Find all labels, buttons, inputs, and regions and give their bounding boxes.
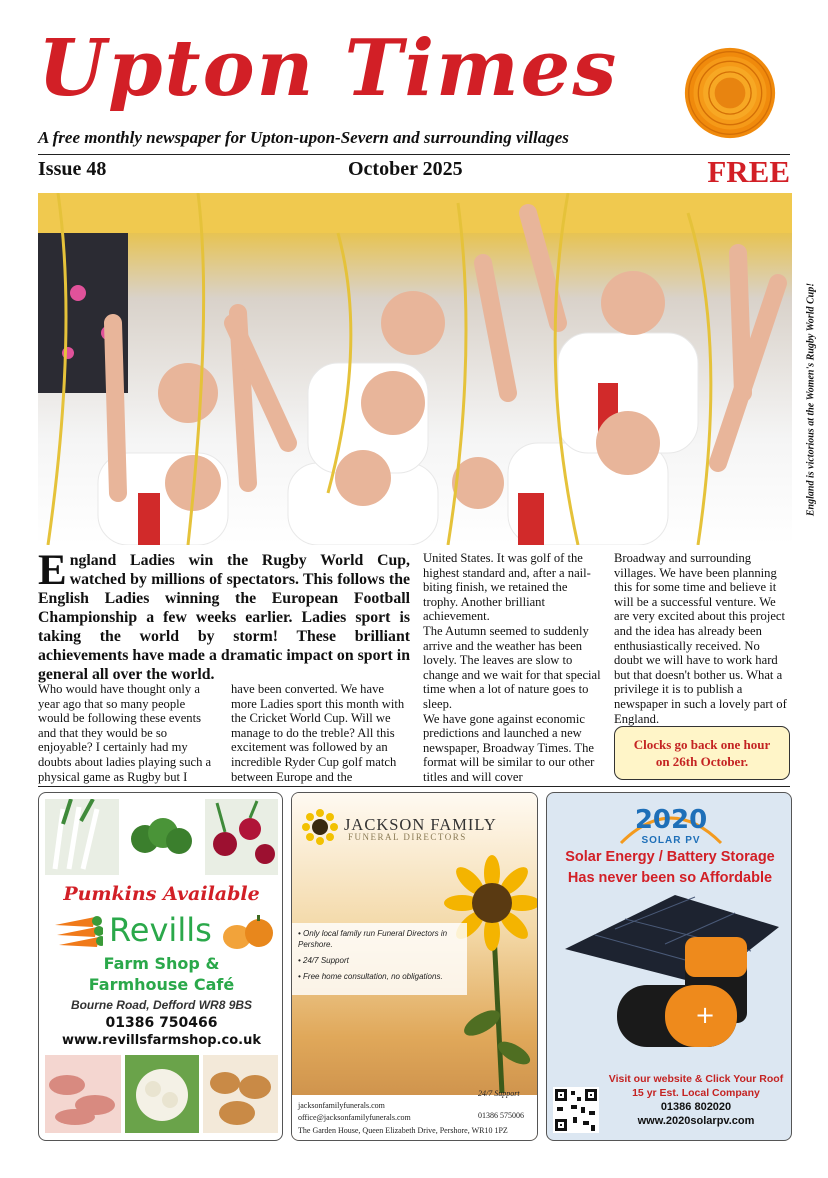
svg-text:+: + [695,1001,716,1029]
jackson-family-ad[interactable] [291,792,538,1141]
article-column-4: Broadway and surrounding villages. We have been planning this for some time and believe it will be a successful venture. We are very excited about this project and the idea has already been enthusiastically received. No doubt we will have to work hard but that doesn't bother us. What a privilege it is to publish a newspaper in such a lovely part of England. [614,551,787,726]
solar-visit-line: Visit our website & Click Your Roof [608,1073,784,1085]
solar-logo [611,799,731,847]
pumpkins-icon [219,911,275,951]
solar-headline-line-2: Has never been so Affordable [567,870,773,886]
solar-pv-ad[interactable] [546,792,792,1141]
clocks-notice-line-2: on 26th October. [655,754,749,769]
jackson-address: The Garden House, Queen Elizabeth Drive, Pershore, WR10 1PZ [298,1126,508,1135]
solar-phone: 01386 802020 [660,1101,732,1113]
jackson-phone: 01386 575006 [478,1111,524,1120]
revills-subtitle-line-1: Farm Shop & [103,954,220,973]
clocks-notice-line-1: Clocks go back one hour [633,737,771,752]
issue-date: October 2025 [348,158,463,180]
revills-headline: Pumkins Available [63,883,260,905]
masthead [38,23,638,130]
solar-visit-text [603,1072,789,1100]
price-label: FREE [707,154,790,189]
header-rule [38,154,790,155]
jackson-support: 24/7 Support [478,1089,520,1098]
sunflower-logo-icon [302,809,338,845]
solar-logo-text: SOLAR PV [641,835,701,846]
ads-rule [38,786,790,787]
solar-headline [547,847,792,889]
issue-bar [38,154,790,192]
revills-address: Bourne Road, Defford WR8 9BS [70,998,253,1012]
photo-caption [796,254,817,544]
jackson-bullet: • 24/7 Support [298,956,349,965]
qr-code-icon[interactable] [553,1087,599,1133]
newspaper-title: Upton Times [38,23,619,114]
photo-illustration [38,193,792,545]
carrots-icon [53,913,103,953]
vegetables-photo [45,799,278,875]
produce-photo [45,1055,278,1133]
solar-battery-illustration [555,889,785,1069]
revills-subtitle-line-2: Farmhouse Café [88,975,235,994]
solar-website[interactable]: www.2020solarpv.com [637,1115,755,1127]
solar-logo-number: 2020 [634,805,708,835]
drop-cap: E [38,547,67,594]
article-column-1: Who would have thought only a year ago that so many people would be following these events and that they would be so enjoyable? I certainly had my doubts about ladies playing such a physical game as Rugby but I [38,682,212,784]
clocks-notice [614,726,790,780]
jackson-footer [292,1089,538,1141]
revills-phone: 01386 750466 [105,1015,218,1031]
revills-ad[interactable] [38,792,283,1141]
article-column-3: United States. It was golf of the highest standard and, after a nail-biting finish, we retained the trophy. Another brilliant achievement. The Autumn seemed to suddenly arrive and the weather has been lovely. The leaves are slow to change and we wait for that special time when a lot of nature goes to sleep. We have gone against economic predictions and launched a new newspaper, Broadway Times. The format will be similar to our other titles and will cover [423,551,601,784]
article-lead [38,547,410,684]
photo-caption-text: England is victorious at the Women's Rugby World Cup! [805,282,817,517]
solar-est-line: 15 yr Est. Local Company [632,1087,760,1099]
issue-number: Issue 48 [38,158,107,180]
jackson-services-box [292,923,467,995]
jackson-website[interactable]: jacksonfamilyfunerals.com [298,1101,385,1110]
jackson-name: JACKSON FAMILY [344,815,497,834]
tagline: A free monthly newspaper for Upton-upon-Severn and surrounding villages [38,128,569,147]
jackson-bullet: • Only local family run Funeral Directors in Pershore. [298,929,448,949]
jackson-email[interactable]: office@jacksonfamilyfunerals.com [298,1113,411,1122]
revills-brand: Revills [109,911,212,949]
marigold-flower-icon [682,45,778,141]
rugby-celebration-photo [38,193,792,545]
article-column-2: have been converted. We have more Ladies sport this month with the Cricket World Cup. Will we manage to do the treble? All this excitement was followed by an incredible Ryder Cup golf match between Europe and the [231,682,405,784]
revills-subtitle [39,953,283,995]
jackson-bullet: • Free home consultation, no obligations. [298,972,443,981]
solar-headline-line-1: Solar Energy / Battery Storage [565,849,775,865]
lead-text: ngland Ladies win the Rugby World Cup, watched by millions of spectators. This follows the English Ladies winning the European Football Championship a few weeks earlier. Ladies sport is taking the world by storm! These brilliant achievements have made a dramatic impact on sport in general all over the world. [38,552,410,683]
revills-website[interactable]: www.revillsfarmshop.co.uk [62,1033,261,1048]
jackson-tagline: FUNERAL DIRECTORS [348,832,467,842]
